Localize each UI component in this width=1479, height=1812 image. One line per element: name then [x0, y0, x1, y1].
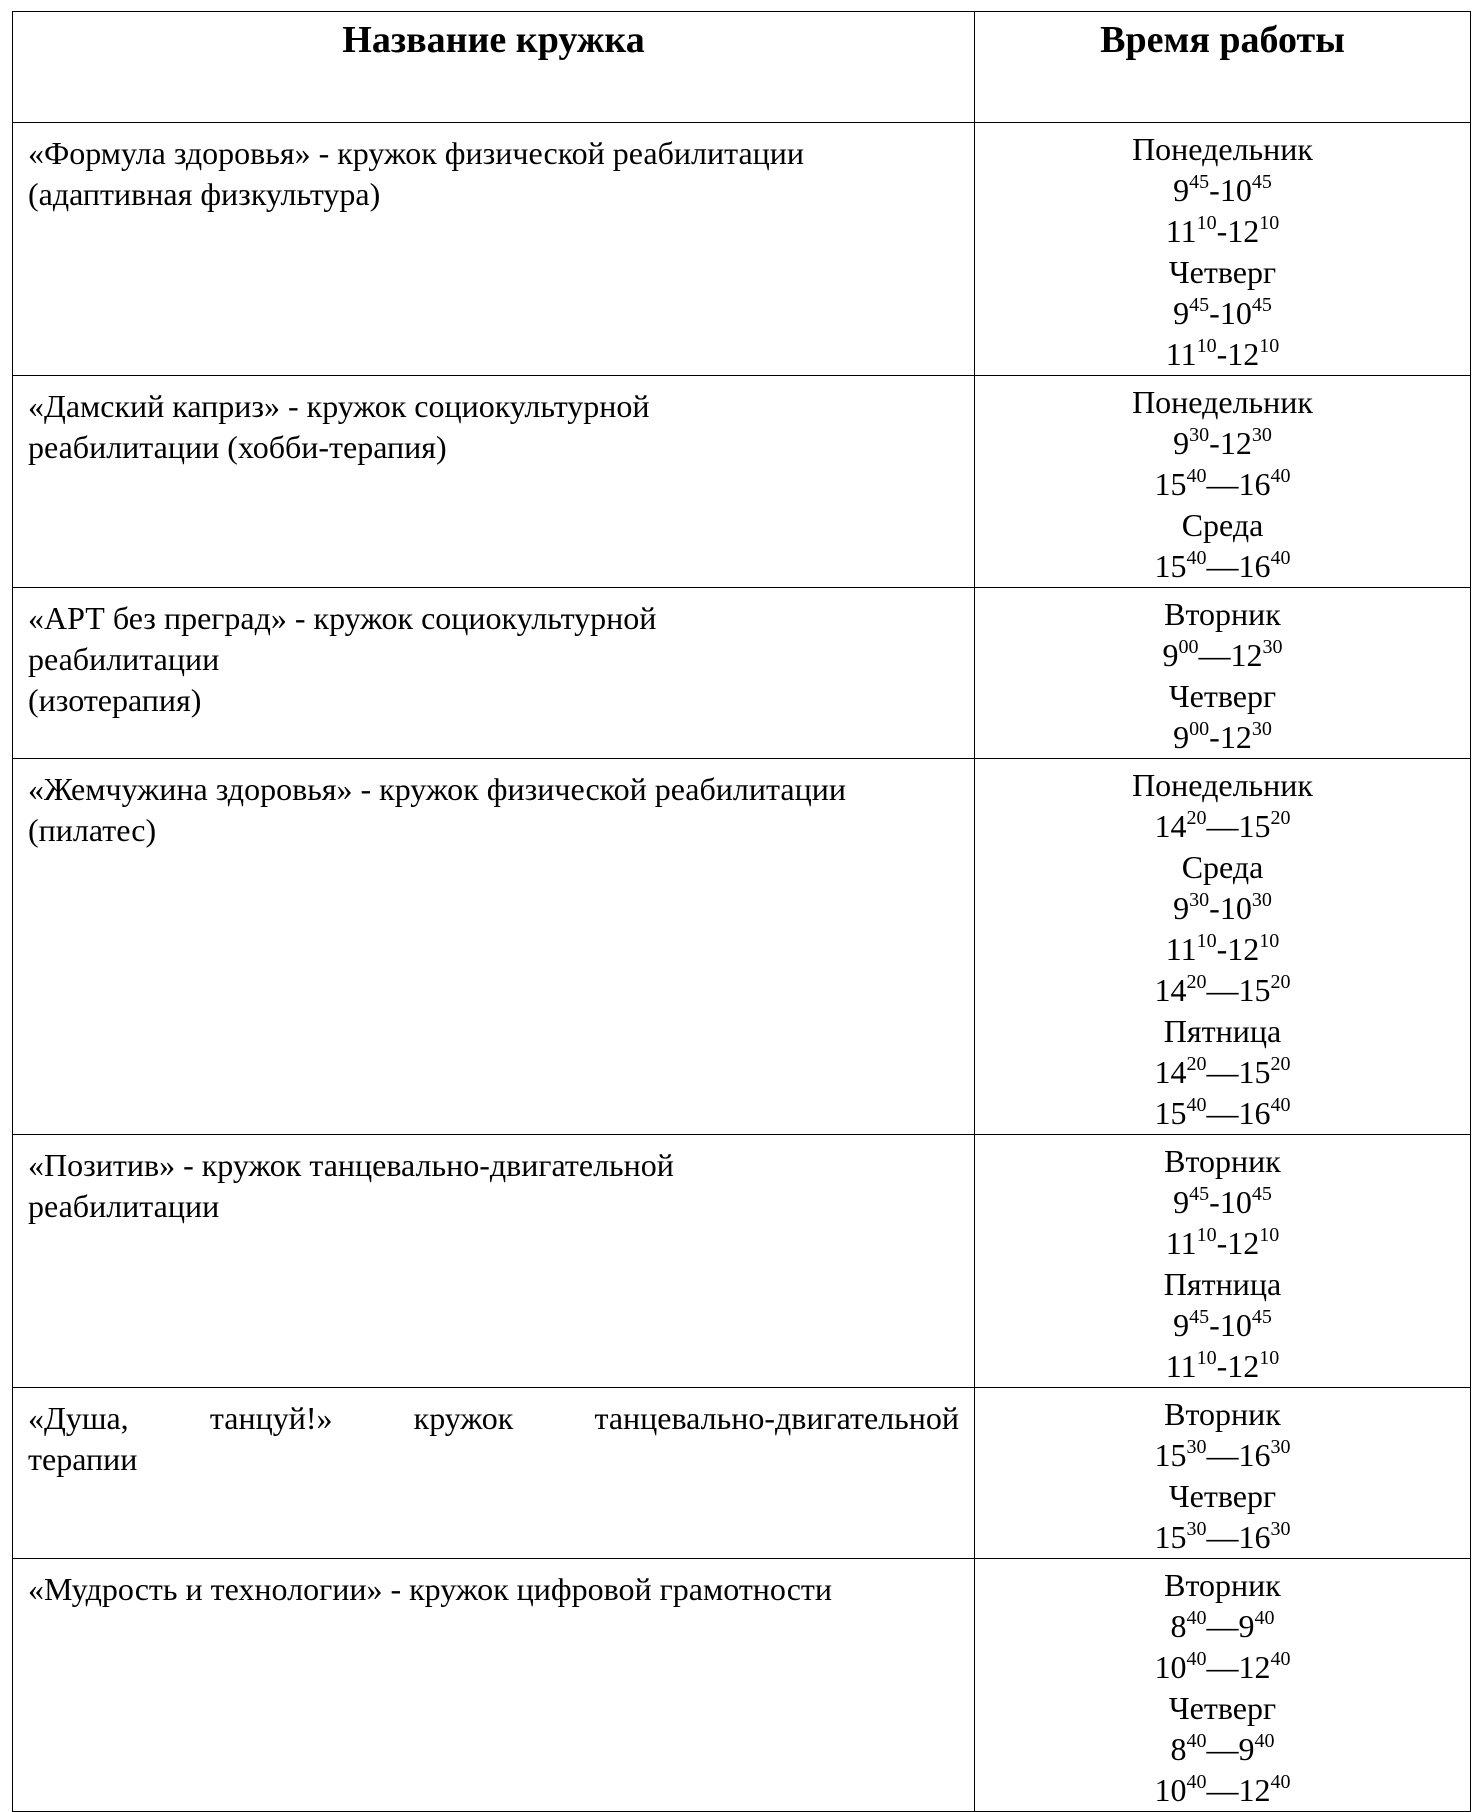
weekday-label: Четверг: [1168, 1478, 1277, 1514]
start-hour: 15: [1154, 1437, 1187, 1473]
schedule-cell: [975, 123, 1471, 376]
end-hour: 10: [1219, 1307, 1252, 1343]
table-row: [13, 1559, 1471, 1812]
range-separator: -: [1209, 719, 1220, 755]
start-minutes: 30: [1189, 889, 1210, 911]
start-minutes: 20: [1186, 807, 1207, 829]
time-range: [979, 1647, 1466, 1688]
table-body: [13, 123, 1471, 1812]
range-separator: —: [1206, 1054, 1239, 1090]
weekday-label: Понедельник: [1132, 384, 1313, 420]
time-range: [979, 806, 1466, 847]
circle-name-cell: [13, 1559, 975, 1812]
time-range: [979, 1346, 1466, 1387]
circle-name-cell: [13, 1388, 975, 1559]
start-hour: 9: [1173, 1307, 1190, 1343]
start-hour: 11: [1165, 1225, 1197, 1261]
end-minutes: 40: [1270, 465, 1291, 487]
end-hour: 12: [1227, 1348, 1260, 1384]
circle-name-line: «Дамский каприз» - кружок социокультурной: [28, 388, 650, 424]
schedule-cell: [975, 1559, 1471, 1812]
range-separator: —: [1206, 1519, 1239, 1555]
start-minutes: 45: [1189, 1183, 1210, 1205]
circle-name-line: «Формула здоровья» - кружок физической реабилитации: [28, 135, 805, 171]
start-hour: 14: [1154, 1054, 1187, 1090]
weekday-label: Вторник: [1164, 1143, 1281, 1179]
end-minutes: 30: [1262, 636, 1283, 658]
range-separator: —: [1206, 1649, 1239, 1685]
schedule-table: [12, 11, 1471, 1812]
time-range: [979, 1770, 1466, 1811]
start-hour: 15: [1154, 466, 1187, 502]
start-hour: 14: [1154, 808, 1187, 844]
start-minutes: 30: [1186, 1518, 1207, 1540]
end-hour: 16: [1238, 466, 1271, 502]
end-minutes: 40: [1270, 1648, 1291, 1670]
range-separator: —: [1206, 1437, 1239, 1473]
end-hour: 12: [1219, 719, 1252, 755]
start-hour: 8: [1170, 1731, 1187, 1767]
time-range: [979, 1606, 1466, 1647]
end-hour: 12: [1219, 425, 1252, 461]
end-minutes: 20: [1270, 971, 1291, 993]
circle-name-line: (пилатес): [28, 812, 157, 848]
table-row: [13, 1135, 1471, 1388]
start-minutes: 40: [1186, 1648, 1207, 1670]
time-range: [979, 1517, 1466, 1558]
end-minutes: 10: [1259, 930, 1280, 952]
time-range: [979, 334, 1466, 375]
circle-name-line: реабилитации: [28, 1188, 220, 1224]
start-hour: 9: [1173, 172, 1190, 208]
start-hour: 14: [1154, 972, 1187, 1008]
weekday-label: Среда: [1181, 507, 1264, 543]
schedule-cell: [975, 759, 1471, 1135]
start-minutes: 10: [1196, 212, 1217, 234]
end-hour: 15: [1238, 1054, 1271, 1090]
start-minutes: 00: [1189, 718, 1210, 740]
end-minutes: 20: [1270, 807, 1291, 829]
range-separator: -: [1216, 336, 1228, 372]
range-separator: -: [1216, 1225, 1228, 1261]
table-row: [13, 123, 1471, 376]
range-separator: —: [1206, 466, 1239, 502]
start-hour: 11: [1165, 336, 1197, 372]
circle-name-line: (адаптивная физкультура): [28, 176, 381, 212]
circle-name-line: реабилитации: [28, 641, 220, 677]
end-minutes: 40: [1254, 1730, 1275, 1752]
table-row: [13, 1388, 1471, 1559]
circle-name-cell: [13, 123, 975, 376]
schedule-cell: [975, 588, 1471, 759]
start-hour: 15: [1154, 1519, 1187, 1555]
range-separator: -: [1209, 295, 1220, 331]
start-hour: 9: [1173, 1184, 1190, 1220]
time-range: [979, 970, 1466, 1011]
table-row: [13, 376, 1471, 588]
range-separator: -: [1209, 1184, 1220, 1220]
weekday-label: Пятница: [1163, 1013, 1282, 1049]
start-minutes: 30: [1189, 424, 1210, 446]
circle-name-line: (изотерапия): [28, 682, 202, 718]
circle-name-cell: [13, 1135, 975, 1388]
range-separator: -: [1216, 213, 1228, 249]
header-time-cell: Время работы: [975, 12, 1471, 123]
start-hour: 15: [1154, 1095, 1187, 1131]
range-separator: —: [1198, 637, 1231, 673]
range-separator: -: [1216, 931, 1228, 967]
circle-name-cell: [13, 376, 975, 588]
time-range: [979, 1223, 1466, 1264]
range-separator: —: [1206, 548, 1239, 584]
end-hour: 10: [1219, 1184, 1252, 1220]
end-minutes: 30: [1270, 1518, 1291, 1540]
time-range: [979, 423, 1466, 464]
start-hour: 9: [1173, 295, 1190, 331]
start-minutes: 00: [1178, 636, 1199, 658]
weekday-label: Вторник: [1164, 1567, 1281, 1603]
range-separator: —: [1206, 1772, 1239, 1808]
circle-name-line: терапии: [28, 1441, 138, 1477]
circle-name-cell: [13, 588, 975, 759]
start-minutes: 40: [1186, 465, 1207, 487]
end-minutes: 30: [1251, 718, 1272, 740]
range-separator: —: [1206, 972, 1239, 1008]
weekday-label: Четверг: [1168, 678, 1277, 714]
end-hour: 12: [1227, 336, 1260, 372]
weekday-label: Вторник: [1164, 596, 1281, 632]
range-separator: -: [1209, 425, 1220, 461]
table-row: [13, 588, 1471, 759]
start-hour: 15: [1154, 548, 1187, 584]
start-hour: 11: [1165, 1348, 1197, 1384]
time-range: [979, 1093, 1466, 1134]
time-range: [979, 1052, 1466, 1093]
end-minutes: 10: [1259, 1347, 1280, 1369]
end-hour: 15: [1238, 972, 1271, 1008]
start-hour: 8: [1170, 1608, 1187, 1644]
time-range: [979, 717, 1466, 758]
time-range: [979, 211, 1466, 252]
weekday-label: Среда: [1181, 849, 1264, 885]
start-hour: 9: [1173, 425, 1190, 461]
header-name-cell: Название кружка: [13, 12, 975, 123]
circle-name-line: «АРТ без преград» - кружок социокультурной: [28, 600, 657, 636]
range-separator: —: [1206, 808, 1239, 844]
start-minutes: 10: [1196, 930, 1217, 952]
end-minutes: 30: [1251, 889, 1272, 911]
end-hour: 12: [1238, 1772, 1271, 1808]
weekday-label: Четверг: [1168, 1690, 1277, 1726]
circle-name-line: «Позитив» - кружок танцевально-двигательной: [28, 1147, 674, 1183]
schedule-cell: [975, 1135, 1471, 1388]
start-minutes: 10: [1196, 335, 1217, 357]
start-hour: 9: [1173, 890, 1190, 926]
end-hour: 16: [1238, 1519, 1271, 1555]
end-minutes: 10: [1259, 212, 1280, 234]
start-minutes: 45: [1189, 171, 1210, 193]
circle-name-line: «Жемчужина здоровья» - кружок физической реабилитации: [28, 771, 846, 807]
time-range: [979, 1182, 1466, 1223]
end-hour: 10: [1219, 172, 1252, 208]
start-minutes: 40: [1186, 1607, 1207, 1629]
end-minutes: 10: [1259, 1224, 1280, 1246]
end-minutes: 20: [1270, 1053, 1291, 1075]
start-hour: 11: [1165, 931, 1197, 967]
start-minutes: 30: [1186, 1436, 1207, 1458]
end-minutes: 45: [1251, 294, 1272, 316]
schedule-cell: [975, 376, 1471, 588]
schedule-cell: [975, 1388, 1471, 1559]
weekday-label: Понедельник: [1132, 767, 1313, 803]
range-separator: —: [1206, 1731, 1239, 1767]
start-hour: 9: [1162, 637, 1179, 673]
end-hour: 10: [1219, 890, 1252, 926]
start-minutes: 10: [1196, 1224, 1217, 1246]
end-hour: 10: [1219, 295, 1252, 331]
weekday-label: Вторник: [1164, 1396, 1281, 1432]
start-minutes: 40: [1186, 1094, 1207, 1116]
end-hour: 15: [1238, 808, 1271, 844]
start-minutes: 20: [1186, 1053, 1207, 1075]
time-range: [979, 1435, 1466, 1476]
end-hour: 12: [1227, 931, 1260, 967]
end-hour: 12: [1227, 213, 1260, 249]
end-hour: 12: [1227, 1225, 1260, 1261]
end-minutes: 30: [1270, 1436, 1291, 1458]
time-range: [979, 293, 1466, 334]
end-hour: 9: [1238, 1731, 1255, 1767]
start-minutes: 40: [1186, 547, 1207, 569]
start-minutes: 45: [1189, 1306, 1210, 1328]
start-minutes: 45: [1189, 294, 1210, 316]
circle-name-line: «Мудрость и технологии» - кружок цифровой грамотности: [28, 1571, 833, 1607]
weekday-label: Четверг: [1168, 254, 1277, 290]
start-minutes: 40: [1186, 1730, 1207, 1752]
end-minutes: 45: [1251, 1306, 1272, 1328]
end-hour: 16: [1238, 548, 1271, 584]
start-hour: 10: [1154, 1649, 1187, 1685]
end-minutes: 45: [1251, 1183, 1272, 1205]
weekday-label: Понедельник: [1132, 131, 1313, 167]
end-minutes: 30: [1251, 424, 1272, 446]
end-hour: 9: [1238, 1608, 1255, 1644]
time-range: [979, 888, 1466, 929]
end-hour: 12: [1230, 637, 1263, 673]
start-minutes: 40: [1186, 1771, 1207, 1793]
start-minutes: 20: [1186, 971, 1207, 993]
weekday-label: Пятница: [1163, 1266, 1282, 1302]
circle-name-line: «Душа, танцуй!» кружок танцевально-двигательной: [28, 1400, 959, 1436]
circle-name-line: реабилитации (хобби-терапия): [28, 429, 447, 465]
start-hour: 11: [1165, 213, 1197, 249]
range-separator: —: [1206, 1608, 1239, 1644]
time-range: [979, 546, 1466, 587]
circle-name-cell: [13, 759, 975, 1135]
start-hour: 9: [1173, 719, 1190, 755]
time-range: [979, 1305, 1466, 1346]
range-separator: -: [1216, 1348, 1228, 1384]
end-minutes: 40: [1270, 1771, 1291, 1793]
table-header-row: [13, 12, 1471, 123]
start-minutes: 10: [1196, 1347, 1217, 1369]
range-separator: —: [1206, 1095, 1239, 1131]
end-minutes: 40: [1270, 547, 1291, 569]
end-minutes: 40: [1270, 1094, 1291, 1116]
time-range: [979, 1729, 1466, 1770]
range-separator: -: [1209, 172, 1220, 208]
end-minutes: 40: [1254, 1607, 1275, 1629]
time-range: [979, 635, 1466, 676]
range-separator: -: [1209, 890, 1220, 926]
end-hour: 16: [1238, 1095, 1271, 1131]
end-hour: 16: [1238, 1437, 1271, 1473]
time-range: [979, 464, 1466, 505]
start-hour: 10: [1154, 1772, 1187, 1808]
range-separator: -: [1209, 1307, 1220, 1343]
time-range: [979, 170, 1466, 211]
time-range: [979, 929, 1466, 970]
end-minutes: 45: [1251, 171, 1272, 193]
table-row: [13, 759, 1471, 1135]
end-hour: 12: [1238, 1649, 1271, 1685]
end-minutes: 10: [1259, 335, 1280, 357]
